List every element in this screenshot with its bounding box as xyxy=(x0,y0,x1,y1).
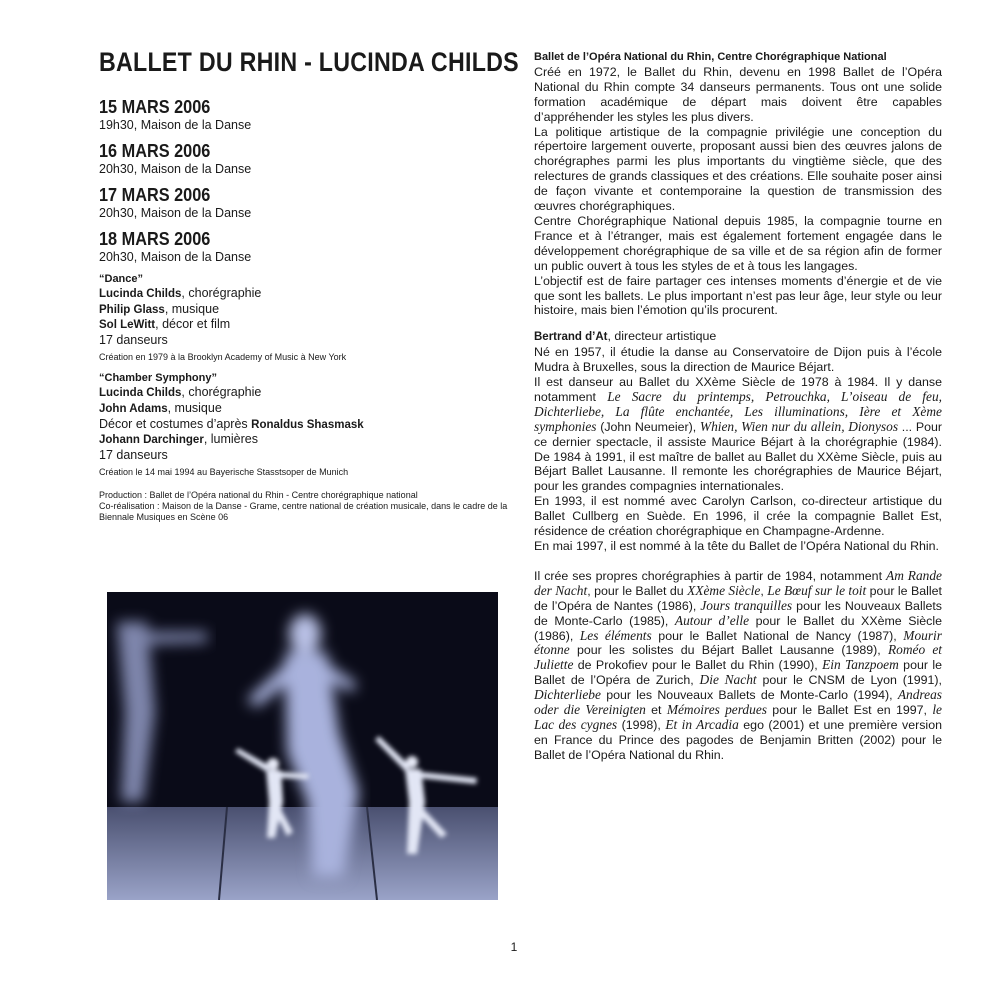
work-dance xyxy=(99,272,509,363)
date-2: 16 MARS 2006 xyxy=(99,140,211,161)
date-list xyxy=(99,96,509,264)
page-number: 1 xyxy=(510,940,518,954)
venue-2: 20h30, Maison de la Danse xyxy=(99,162,252,176)
credit-role: Décor et costumes d’après xyxy=(99,416,252,431)
dancers-illustration xyxy=(107,592,498,900)
director-name: Bertrand d’At xyxy=(534,331,608,344)
date-1: 15 MARS 2006 xyxy=(99,96,211,117)
work-title-chamber: “Chamber Symphony” xyxy=(99,372,217,385)
creation-note: Création le 14 mai 1994 au Bayerische Stasstsoper de Munich xyxy=(99,467,349,478)
paragraph-choreographies: Il crée ses propres chorégraphies à partir de 1984, notamment Am Rande der Nacht, pour le Ballet du XXème Siècle, Le Bœuf sur le toit pour le Ballet de l’Opéra de Nantes (1986), Jours tranquilles pour les Nouveaux Ballets de Monte-Carlo (1985), Autour d’elle pour le Ballet du XXème Siècle (1986), Les éléments pour le Ballet National de Nancy (1987), Mourir étonne pour les solistes du Béjart Ballet Lausanne (1989), Roméo et Juliette de Prokofiev pour le Ballet du Rhin (1990), Ein Tanzpoem pour le Ballet de l’Opéra de Zurich, Die Nacht pour le CNSM de Lyon (1991), Dichterliebe pour les Nouveaux Ballets de Monte-Carlo (1994), Andreas oder die Vereinigten et Mémoires perdues pour le Ballet Est en 1997, le Lac des cygnes (1998), Et in Arcadia ego (2001) et une première version en France du Prince des pagodes de Benjamin Britten (2002) pour le Ballet de l’Opéra National du Rhin. xyxy=(534,567,943,762)
paragraph: Centre Chorégraphique National depuis 1985, la compagnie tourne en France et à l’étranger, mais est également fortement engagée dans le développement chorégraphique de sa ville et de sa région afin de former un public ouvert à tous les styles de et à tous les langages. xyxy=(534,213,942,273)
credit-role: , lumières xyxy=(203,432,258,447)
paragraph: Né en 1957, il étudie la danse au Conservatoire de Dijon puis à l’école Mudra à Bruxelles, sous la direction de Maurice Béjart. xyxy=(534,345,942,375)
credit-role: , musique xyxy=(167,400,222,415)
paragraph: L’objectif est de faire partager ces intenses moments d’énergie et de vie que sont les ballets. Le plus important n’est pas leur âge, leur style ou leur histoire, mais bien l’émotion qu’ils procurent. xyxy=(534,273,942,318)
dancer-count: 17 danseurs xyxy=(99,447,168,462)
work-chamber-symphony xyxy=(99,371,509,478)
credit-name: Lucinda Childs xyxy=(99,288,182,300)
work-title-dance: “Dance” xyxy=(99,273,144,285)
venue-3: 20h30, Maison de la Danse xyxy=(99,206,252,220)
dancer-count: 17 danseurs xyxy=(99,332,168,347)
performance-photo xyxy=(107,592,498,900)
production-note: Production : Ballet de l’Opéra national du Rhin - Centre chorégraphique national xyxy=(99,490,418,501)
credit-role: , chorégraphie xyxy=(181,385,262,400)
section-heading-director xyxy=(534,329,942,345)
date-3: 17 MARS 2006 xyxy=(99,184,211,205)
page-title: BALLET DU RHIN - LUCINDA CHILDS xyxy=(99,47,519,77)
credit-name: Johann Darchinger xyxy=(99,434,204,447)
venue-4: 20h30, Maison de la Danse xyxy=(99,250,252,264)
paragraph: Il est danseur au Ballet du XXème Siècle de 1978 à 1984. Il y danse notamment Le Sacre du printemps, Petrouchka, L’oiseau de feu, Dichterliebe, La flûte enchantée, Les illuminations, Ière et Xème symphonies (John Neumeier), Whien, Wien nur du allein, Dionysos ... Pour ce dernier spectacle, il assiste Maurice Béjart à la chorégraphie (1984). De 1984 à 1991, il est maître de ballet au Ballet du XXème Siècle, puis au Béjart Ballet Lausanne. Il remonte les chorégraphies de Maurice Béjart, pour les grandes compagnies internationales. xyxy=(534,375,943,494)
venue-1: 19h30, Maison de la Danse xyxy=(99,118,252,132)
coproduction-note: Co-réalisation : Maison de la Danse - Grame, centre national de création musicale, dans le cadre de la Biennale Musiques en Scène 06 xyxy=(99,501,508,523)
credit-role: , décor et film xyxy=(155,317,231,332)
section-heading-company: Ballet de l’Opéra National du Rhin, Centre Chorégraphique National xyxy=(534,51,887,63)
credit-name: Ronaldus Shasmask xyxy=(251,418,364,431)
credit-name: Sol LeWitt xyxy=(99,319,156,332)
credit-role: , musique xyxy=(164,301,220,316)
right-column xyxy=(534,50,942,763)
date-4: 18 MARS 2006 xyxy=(99,228,211,249)
paragraph: La politique artistique de la compagnie privilégie une conception du répertoire largement ouverte, proposant aussi bien des œuvres jalons de chorégraphes parmi les plus importants du vingtième siècle, que des relectures de grands classiques et des créations. Elle souhaite poser ainsi de façon vivante et contemporaine la question de transmission des œuvres chorégraphiques. xyxy=(534,124,942,214)
paragraph: En mai 1997, il est nommé à la tête du Ballet de l’Opéra National du Rhin. xyxy=(534,539,939,553)
credit-name: Lucinda Childs xyxy=(99,387,182,400)
credit-name: John Adams xyxy=(99,402,168,415)
stage-floor xyxy=(107,807,498,900)
paragraph: En 1993, il est nommé avec Carolyn Carlson, co-directeur artistique du Ballet Cullberg en Suède. En 1996, il crée la compagnie Ballet Est, résidence de création chorégraphique en Champagne-Ardenne. xyxy=(534,494,942,539)
left-column xyxy=(99,46,519,523)
paragraph: Créé en 1972, le Ballet du Rhin, devenu en 1998 Ballet de l’Opéra National du Rhin compte 34 danseurs permanents. Tous ont une solide formation académique de départ mais doivent être capables d’appréhender les styles les plus divers. xyxy=(534,64,942,124)
credit-name: Philip Glass xyxy=(99,303,165,316)
creation-note: Création en 1979 à la Brooklyn Academy of Music à New York xyxy=(99,352,347,363)
director-role: , directeur artistique xyxy=(607,329,717,344)
credit-role: , chorégraphie xyxy=(181,286,262,300)
